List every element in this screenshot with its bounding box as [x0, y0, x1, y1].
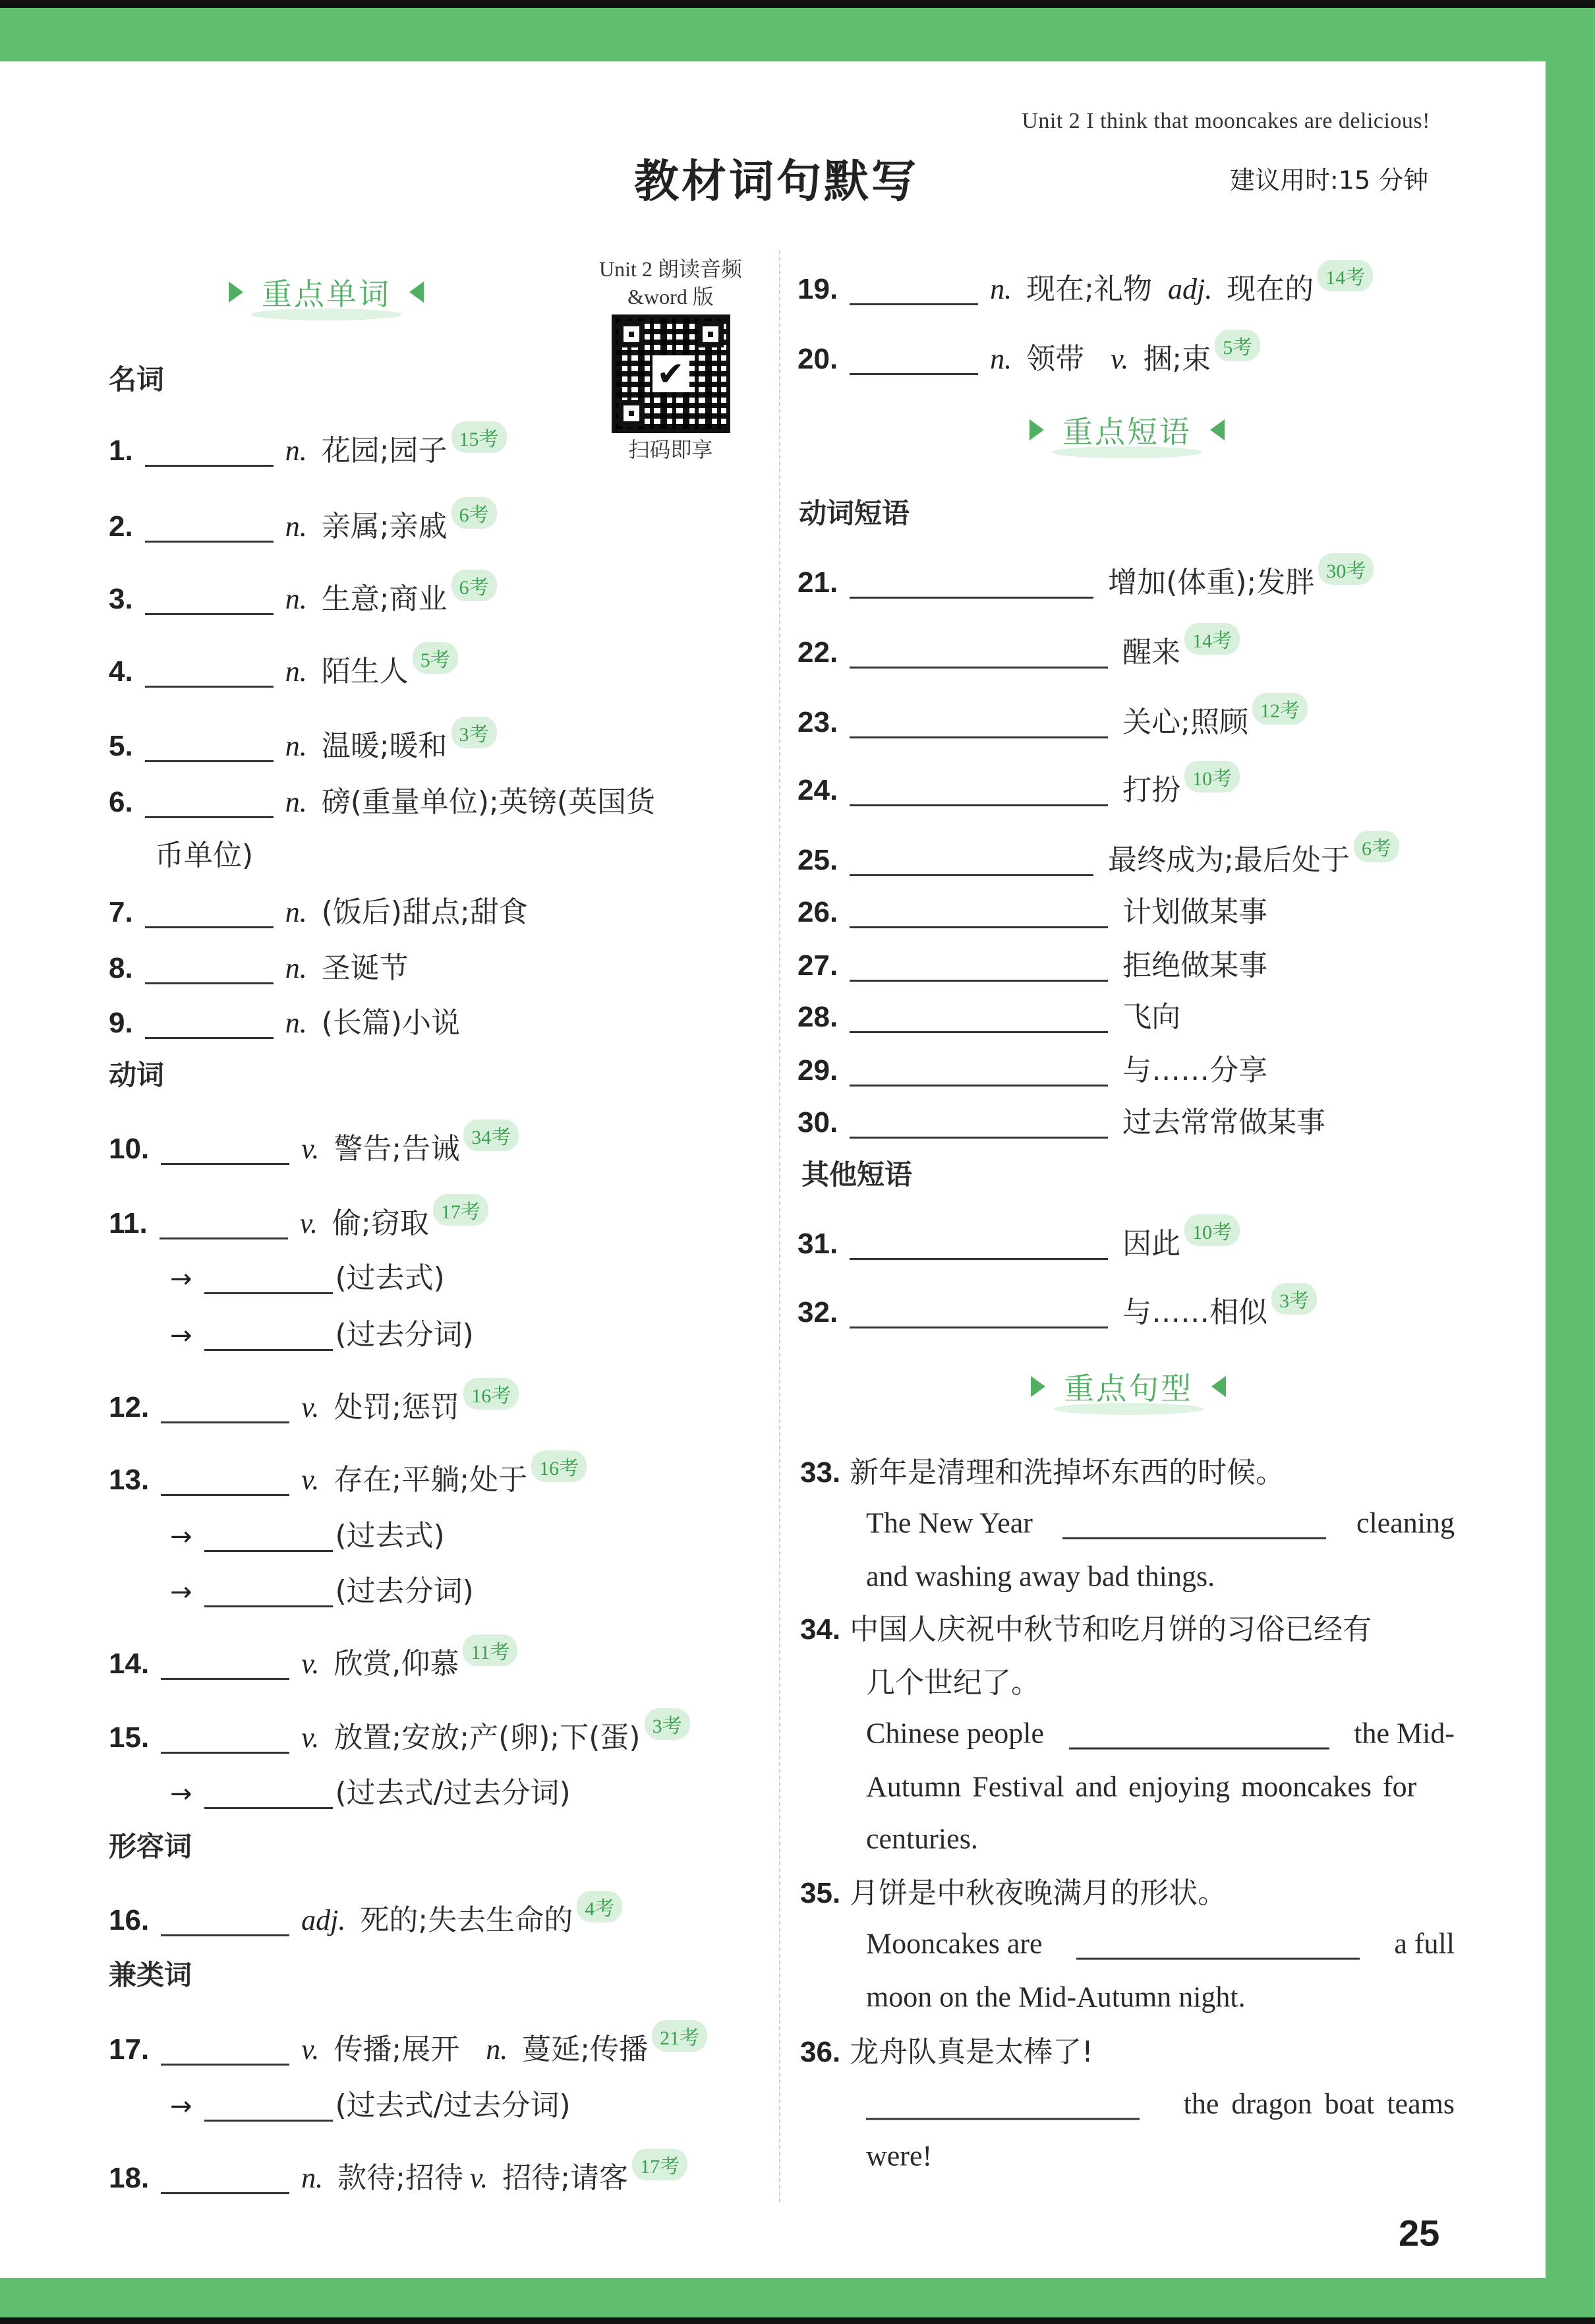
meaning: 拒绝做某事: [1122, 949, 1268, 982]
part-of-speech-2: n.: [486, 2033, 508, 2066]
sentence-item: [800, 1605, 1372, 1648]
category-verb: 动词: [109, 1059, 165, 1091]
arrow-right-icon: →: [170, 1522, 192, 1552]
triangle-left-icon: [1211, 1376, 1226, 1397]
meaning: 与……分享: [1122, 1054, 1268, 1087]
answer-blank[interactable]: [850, 303, 978, 305]
meaning: 与……相似: [1122, 1296, 1268, 1329]
item-number: 32.: [798, 1296, 838, 1328]
sentence-item: [800, 1869, 1227, 1911]
category-multi-class: 兼类词: [109, 1959, 192, 1991]
exam-count-badge: 15考: [451, 421, 507, 453]
page-border-bottom: [0, 2278, 1595, 2317]
sentence-english-line: [866, 1927, 1455, 1961]
sentence-english-continuation: moon on the Mid-Autumn night.: [866, 1981, 1246, 2013]
answer-blank[interactable]: [850, 1136, 1108, 1139]
meaning: 陌生人: [321, 655, 409, 688]
meaning: 死的;失去生命的: [360, 1903, 573, 1937]
exam-count-badge: 17考: [433, 1194, 488, 1226]
meaning-2: 现在的: [1227, 272, 1314, 306]
word-item: [798, 265, 1373, 307]
exam-count-badge: 3考: [645, 1708, 690, 1740]
item-number: 18.: [109, 2162, 150, 2194]
answer-blank[interactable]: [850, 1030, 1108, 1033]
phrase-item: [798, 698, 1308, 740]
part-of-speech: n.: [285, 510, 307, 543]
sentence-english-after: cleaning: [1356, 1506, 1455, 1539]
triangle-left-icon: [409, 282, 424, 303]
item-number: 36.: [800, 2036, 841, 2068]
exam-count-badge: 5考: [413, 642, 458, 674]
answer-blank[interactable]: [145, 926, 274, 928]
meaning: 领带: [1026, 342, 1085, 376]
phrase-item: [798, 941, 1267, 984]
word-form-row: [170, 1512, 445, 1554]
section-banner-phrases: [1030, 408, 1225, 452]
phrase-item: [798, 1288, 1317, 1330]
part-of-speech: v.: [301, 1648, 320, 1680]
word-item: [109, 1456, 587, 1498]
part-of-speech: n.: [285, 952, 307, 984]
meaning: 因此: [1122, 1227, 1181, 1261]
meaning: 醒来: [1122, 636, 1181, 669]
answer-blank[interactable]: [145, 685, 274, 688]
answer-blank[interactable]: [161, 1677, 289, 1680]
phrase-item: [798, 766, 1240, 808]
item-number: 5.: [109, 730, 133, 762]
item-number: 7.: [109, 896, 133, 928]
triangle-right-icon: [229, 282, 243, 303]
item-number: 14.: [109, 1648, 150, 1680]
word-item: [109, 999, 460, 1041]
category-noun: 名词: [109, 363, 165, 396]
sentence-chinese: 龙舟队真是太棒了!: [850, 2035, 1093, 2069]
sentence-item: [800, 2028, 1093, 2070]
meaning: 关心;照顾: [1122, 705, 1248, 739]
item-number: 12.: [109, 1391, 150, 1423]
answer-blank[interactable]: [850, 874, 1093, 876]
check-icon: ✔: [652, 355, 689, 392]
answer-blank[interactable]: [850, 372, 978, 375]
answer-blank[interactable]: [850, 926, 1108, 928]
item-number: 22.: [798, 636, 838, 669]
item-number: 25.: [798, 844, 838, 876]
exam-count-badge: 14考: [1318, 260, 1373, 291]
item-number: 1.: [109, 434, 133, 467]
word-item: [109, 722, 497, 764]
item-number: 9.: [109, 1007, 133, 1039]
word-item: [109, 1125, 519, 1167]
item-number: 16.: [109, 1904, 150, 1936]
part-of-speech-2: v.: [1111, 343, 1129, 375]
item-number: 29.: [798, 1054, 838, 1087]
meaning: 过去常常做某事: [1122, 1106, 1326, 1139]
part-of-speech: n.: [990, 343, 1012, 375]
answer-blank[interactable]: [204, 1348, 333, 1351]
item-number: 17.: [109, 2033, 150, 2066]
answer-blank[interactable]: [850, 596, 1093, 599]
arrow-right-icon: →: [170, 1779, 192, 1809]
item-number: 24.: [798, 774, 838, 806]
page-title: 教材词句默写: [634, 156, 919, 208]
exam-count-badge: 34考: [463, 1119, 519, 1151]
sentence-chinese-continuation: 几个世纪了。: [866, 1666, 1040, 1700]
answer-blank[interactable]: [204, 1292, 333, 1294]
answer-blank[interactable]: [204, 1549, 333, 1552]
meaning-2: 蔓延;传播: [522, 2033, 649, 2066]
phrase-item: [798, 1046, 1267, 1088]
sentence-item: [800, 1448, 1285, 1491]
item-number: 34.: [800, 1613, 841, 1646]
answer-blank[interactable]: [161, 1751, 289, 1754]
sentence-chinese: 中国人庆祝中秋节和吃月饼的习俗已经有: [850, 1613, 1372, 1646]
answer-blank[interactable]: [850, 979, 1108, 982]
answer-blank[interactable]: [145, 982, 274, 984]
item-number: 8.: [109, 952, 133, 984]
answer-blank[interactable]: [850, 1326, 1108, 1328]
part-of-speech: v.: [301, 2033, 320, 2066]
meaning: 偷;窃取: [332, 1207, 429, 1240]
qr-finder: [618, 321, 645, 347]
section-banner-words: [229, 270, 424, 314]
exam-count-badge: 17考: [632, 2149, 687, 2180]
part-of-speech: n.: [990, 273, 1012, 305]
sentence-english-continuation: centuries.: [866, 1822, 978, 1855]
meaning-continuation: 币单位): [155, 839, 254, 872]
item-number: 11.: [109, 1207, 148, 1239]
exam-count-badge: 21考: [652, 2020, 707, 2052]
category-adjective: 形容词: [109, 1830, 192, 1862]
word-form-row: [170, 1567, 474, 1609]
part-of-speech: n.: [285, 896, 307, 928]
sentence-english-continuation: and washing away bad things.: [866, 1560, 1215, 1593]
word-item: [109, 944, 409, 986]
exam-count-badge: 5考: [1215, 330, 1260, 361]
form-label: (过去式/过去分词): [335, 2089, 571, 2122]
word-item: [109, 888, 528, 930]
word-item: [109, 575, 497, 617]
word-item: [109, 1640, 517, 1682]
exam-count-badge: 14考: [1184, 623, 1240, 655]
part-of-speech: v.: [301, 1133, 320, 1165]
qr-caption: 扫码即享: [628, 438, 713, 462]
sentence-english-line: [866, 2087, 1455, 2121]
sentence-english-after: the Mid-: [1354, 1717, 1455, 1750]
item-number: 19.: [798, 273, 838, 305]
phrase-item: [798, 1220, 1240, 1262]
part-of-speech: v.: [301, 1391, 320, 1423]
form-label: (过去分词): [335, 1318, 474, 1352]
answer-blank[interactable]: [850, 1257, 1108, 1260]
answer-blank[interactable]: [145, 760, 274, 762]
answer-blank[interactable]: [145, 612, 274, 615]
word-item: [109, 2025, 707, 2068]
meaning: (长篇)小说: [321, 1006, 461, 1040]
answer-blank[interactable]: [161, 2063, 289, 2066]
answer-blank[interactable]: [145, 816, 274, 818]
form-label: (过去式): [335, 1519, 445, 1553]
item-number: 23.: [798, 706, 838, 738]
part-of-speech: n.: [285, 655, 307, 688]
word-item: [109, 1713, 690, 1756]
meaning: 警告;告诫: [334, 1132, 460, 1166]
sentence-english-line: [866, 1717, 1455, 1750]
page-border-right: [1546, 8, 1595, 2317]
answer-blank[interactable]: [145, 464, 274, 467]
item-number: 28.: [798, 1001, 838, 1033]
time-hint: 建议用时:15 分钟: [1230, 165, 1429, 195]
meaning-2: 捆;束: [1143, 342, 1211, 376]
meaning: 亲属;亲戚: [321, 510, 448, 543]
exam-count-badge: 6考: [1354, 831, 1399, 862]
meaning: 打扮: [1122, 773, 1181, 807]
item-number: 10.: [109, 1133, 150, 1165]
meaning: 最终成为;最后处于: [1108, 843, 1350, 877]
answer-blank[interactable]: [145, 540, 274, 543]
phrase-item: [798, 836, 1399, 878]
word-item: [109, 427, 507, 469]
item-number: 2.: [109, 510, 133, 543]
meaning: 温暖;暖和: [321, 729, 448, 763]
meaning: 花园;园子: [321, 434, 448, 467]
item-number: 4.: [109, 655, 133, 688]
meaning: 生意;商业: [321, 582, 448, 616]
item-number: 26.: [798, 896, 838, 928]
word-item: [109, 778, 655, 820]
meaning: 传播;展开: [334, 2033, 460, 2066]
answer-blank[interactable]: [204, 1806, 333, 1809]
item-number: 27.: [798, 949, 838, 982]
answer-blank[interactable]: [145, 1036, 274, 1039]
word-item: [109, 502, 497, 545]
word-item: [109, 1383, 519, 1425]
meaning: 放置;安放;产(卵);下(蛋): [334, 1721, 641, 1754]
part-of-speech: v.: [301, 1721, 320, 1754]
exam-count-badge: 11考: [463, 1634, 517, 1666]
triangle-left-icon: [1210, 419, 1225, 440]
exam-count-badge: 16考: [463, 1378, 519, 1410]
arrow-right-icon: →: [170, 2091, 192, 2122]
item-number: 31.: [798, 1228, 838, 1260]
arrow-right-icon: →: [170, 1577, 192, 1607]
phrase-item: [798, 1098, 1325, 1141]
sentence-english-before: The New Year: [866, 1506, 1033, 1539]
answer-blank[interactable]: [161, 2191, 289, 2194]
qr-label-line2: &word 版: [627, 285, 714, 309]
answer-blank[interactable]: [850, 1084, 1108, 1087]
part-of-speech: n.: [285, 583, 307, 615]
sentence-english-after: the dragon boat teams: [1183, 2087, 1455, 2120]
word-item: [798, 335, 1260, 377]
part-of-speech-2: v.: [470, 2162, 488, 2194]
answer-blank[interactable]: [850, 736, 1108, 738]
exam-count-badge: 4考: [577, 1891, 622, 1922]
exam-count-badge: 30考: [1318, 553, 1374, 585]
arrow-right-icon: →: [170, 1321, 192, 1351]
qr-code-block[interactable]: [578, 255, 763, 463]
part-of-speech: adj.: [301, 1904, 346, 1936]
arrow-right-icon: →: [170, 1264, 192, 1294]
category-other-phrase: 其他短语: [801, 1158, 913, 1191]
answer-blank[interactable]: [204, 1605, 333, 1607]
meaning: 处罚;惩罚: [334, 1390, 460, 1424]
qr-label-line1: Unit 2 朗读音频: [599, 257, 742, 281]
section-title: 重点短语: [1058, 408, 1196, 452]
phrase-item: [798, 558, 1374, 601]
part-of-speech: n.: [285, 434, 307, 467]
answer-blank[interactable]: [866, 2118, 1140, 2120]
triangle-right-icon: [1031, 1376, 1045, 1397]
part-of-speech: n.: [285, 786, 307, 818]
answer-blank[interactable]: [850, 804, 1108, 806]
phrase-item: [798, 888, 1267, 930]
item-number: 21.: [798, 566, 838, 599]
sentence-english-continuation: Autumn Festival and enjoying mooncakes for: [866, 1770, 1417, 1803]
part-of-speech: n.: [285, 1007, 307, 1039]
word-item: [109, 647, 458, 690]
word-form-row: [170, 1769, 571, 1811]
word-form-row: [170, 2081, 571, 2124]
answer-blank[interactable]: [1062, 1537, 1326, 1539]
sentence-chinese: 月饼是中秋夜晚满月的形状。: [850, 1876, 1227, 1910]
word-item: [109, 1896, 622, 1938]
phrase-item: [798, 993, 1180, 1035]
meaning: 欣赏,仰慕: [334, 1647, 459, 1681]
unit-header: Unit 2 I think that mooncakes are delicious!: [1022, 109, 1430, 133]
meaning: 飞向: [1122, 1000, 1181, 1034]
sentence-english-line: [866, 1506, 1455, 1540]
item-number: 13.: [109, 1464, 150, 1496]
answer-blank[interactable]: [1076, 1957, 1360, 1960]
answer-blank[interactable]: [160, 1237, 288, 1239]
exam-count-badge: 16考: [531, 1450, 587, 1482]
meaning: 磅(重量单位);英镑(英国货: [321, 785, 656, 819]
exam-count-badge: 12考: [1252, 693, 1308, 725]
meaning: 计划做某事: [1122, 895, 1268, 929]
part-of-speech: n.: [285, 730, 307, 762]
answer-blank[interactable]: [1069, 1747, 1329, 1750]
part-of-speech-2: adj.: [1168, 273, 1213, 305]
page-number: 25: [1399, 2212, 1440, 2254]
category-verb-phrase: 动词短语: [799, 497, 910, 529]
answer-blank[interactable]: [161, 1934, 289, 1936]
form-label: (过去式): [335, 1261, 445, 1295]
exam-count-badge: 3考: [451, 717, 497, 748]
scan-edge-bottom: [0, 2317, 1595, 2324]
meaning: 增加(体重);发胖: [1108, 566, 1315, 599]
exam-count-badge: 3考: [1271, 1283, 1317, 1315]
item-number: 35.: [800, 1877, 841, 1909]
exam-count-badge: 6考: [451, 570, 497, 601]
exam-count-badge: 6考: [451, 497, 497, 529]
form-label: (过去分词): [335, 1574, 474, 1608]
sentence-english-continuation: were!: [866, 2139, 933, 2172]
qr-finder: [697, 321, 724, 347]
answer-blank[interactable]: [204, 2119, 333, 2122]
meaning: (饭后)甜点;甜食: [321, 895, 528, 929]
item-number: 15.: [109, 1721, 150, 1754]
page-border-top: [0, 8, 1595, 61]
item-number: 33.: [800, 1456, 841, 1489]
answer-blank[interactable]: [850, 666, 1108, 669]
answer-blank[interactable]: [161, 1162, 289, 1165]
item-number: 3.: [109, 583, 133, 615]
meaning: 存在;平躺;处于: [334, 1463, 528, 1497]
item-number: 6.: [109, 786, 133, 818]
section-banner-sentences: [1031, 1365, 1226, 1408]
qr-finder: [618, 400, 645, 427]
part-of-speech: v.: [301, 1464, 320, 1496]
sentence-english-after: a full: [1394, 1927, 1455, 1960]
section-title: 重点单词: [258, 270, 395, 314]
meaning: 现在;礼物: [1026, 272, 1152, 306]
exam-count-badge: 10考: [1184, 761, 1240, 792]
word-item: [109, 2154, 687, 2196]
part-of-speech: v.: [299, 1207, 318, 1239]
sentence-chinese: 新年是清理和洗掉坏东西的时候。: [850, 1456, 1285, 1489]
meaning-2: 招待;请客: [502, 2161, 629, 2195]
word-form-row: [170, 1254, 445, 1296]
section-title: 重点句型: [1060, 1365, 1197, 1408]
meaning: 款待;招待: [337, 2161, 463, 2195]
triangle-right-icon: [1030, 419, 1044, 440]
answer-blank[interactable]: [161, 1493, 289, 1496]
form-label: (过去式/过去分词): [335, 1776, 571, 1810]
exam-count-badge: 10考: [1184, 1214, 1240, 1246]
answer-blank[interactable]: [161, 1421, 289, 1423]
word-item: [109, 1199, 488, 1241]
column-divider: [779, 251, 780, 2202]
meaning: 圣诞节: [321, 951, 409, 985]
part-of-speech: n.: [301, 2162, 324, 2194]
sentence-english-before: Mooncakes are: [866, 1927, 1043, 1960]
scan-edge-top: [0, 0, 1595, 8]
sentence-english-before: Chinese people: [866, 1717, 1045, 1750]
word-form-row: [170, 1311, 474, 1353]
item-number: 20.: [798, 343, 838, 375]
item-number: 30.: [798, 1106, 838, 1139]
qr-code-icon[interactable]: [612, 314, 730, 433]
phrase-item: [798, 628, 1240, 670]
